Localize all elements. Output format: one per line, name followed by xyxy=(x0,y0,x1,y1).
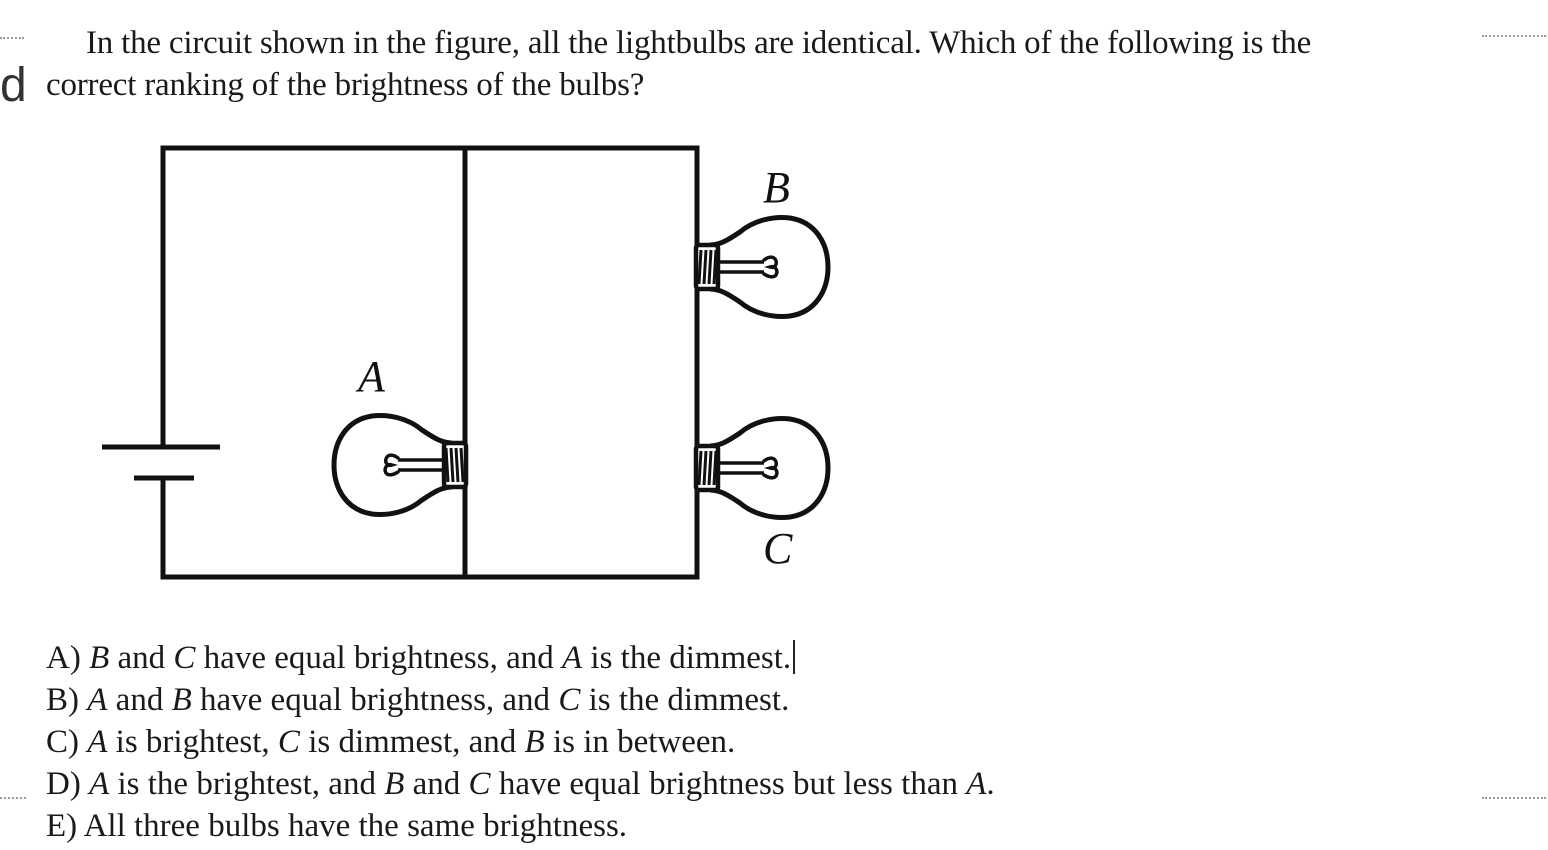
question-line-1: In the circuit shown in the figure, all the lightbulbs are identical. Which of the following is the xyxy=(86,25,1312,61)
option-a[interactable] xyxy=(46,637,995,679)
option-variable: B xyxy=(524,724,545,760)
bulb-a-label: A xyxy=(358,352,385,401)
option-text: is brightest, xyxy=(107,724,278,760)
option-text xyxy=(81,640,89,676)
bulb-c-icon xyxy=(696,419,828,518)
stray-letter: d xyxy=(0,59,27,112)
option-text: is dimmest, and xyxy=(299,724,525,760)
margin-dots-top-right xyxy=(1482,35,1546,37)
option-text: have equal brightness, and xyxy=(191,682,559,718)
option-text: is the brightest, and xyxy=(109,766,385,802)
option-letter: D) xyxy=(46,766,81,802)
option-letter: E) xyxy=(46,808,78,844)
option-variable: C xyxy=(468,766,491,802)
option-variable: A xyxy=(561,640,583,676)
option-text: is the dimmest. xyxy=(582,640,792,676)
question-line-2: correct ranking of the brightness of the bulbs? xyxy=(46,67,645,103)
option-variable: B xyxy=(89,640,110,676)
battery-symbol xyxy=(102,447,220,478)
option-text: and xyxy=(404,766,469,802)
option-variable: B xyxy=(171,682,192,718)
option-text xyxy=(79,724,87,760)
bulb-a-icon xyxy=(334,416,466,515)
option-text: and xyxy=(109,640,174,676)
option-text xyxy=(81,766,89,802)
option-variable: C xyxy=(277,724,300,760)
option-text: have equal brightness, and xyxy=(195,640,562,676)
option-c[interactable] xyxy=(46,721,995,763)
option-e[interactable] xyxy=(46,805,995,847)
option-letter: C) xyxy=(46,724,79,760)
option-variable: A xyxy=(87,682,108,718)
option-text: is in between. xyxy=(544,724,736,760)
option-variable: A xyxy=(89,766,110,802)
option-b[interactable] xyxy=(46,679,995,721)
option-text: have equal brightness but less than xyxy=(490,766,967,802)
option-letter: A) xyxy=(46,640,81,676)
margin-dots-top-left xyxy=(0,37,24,39)
option-variable: C xyxy=(173,640,196,676)
text-cursor xyxy=(793,640,795,674)
option-text xyxy=(79,682,87,718)
option-variable: A xyxy=(966,766,987,802)
option-letter: B) xyxy=(46,682,79,718)
option-text: All three bulbs have the same brightness. xyxy=(77,808,628,844)
bulb-b-label: B xyxy=(763,163,790,212)
option-text: is the dimmest. xyxy=(580,682,790,718)
option-variable: C xyxy=(558,682,581,718)
answer-options xyxy=(46,637,995,847)
option-text: and xyxy=(107,682,172,718)
option-text: . xyxy=(986,766,995,802)
option-d[interactable] xyxy=(46,763,995,805)
circuit-diagram xyxy=(90,135,850,595)
circuit-figure xyxy=(90,135,850,600)
bulb-b-icon xyxy=(696,218,828,317)
circuit-wires xyxy=(163,148,697,577)
option-variable: A xyxy=(87,724,108,760)
bulb-c-label: C xyxy=(763,524,793,573)
option-variable: B xyxy=(384,766,405,802)
margin-dots-bottom-left xyxy=(0,797,26,799)
margin-dots-bottom-right xyxy=(1482,797,1546,799)
